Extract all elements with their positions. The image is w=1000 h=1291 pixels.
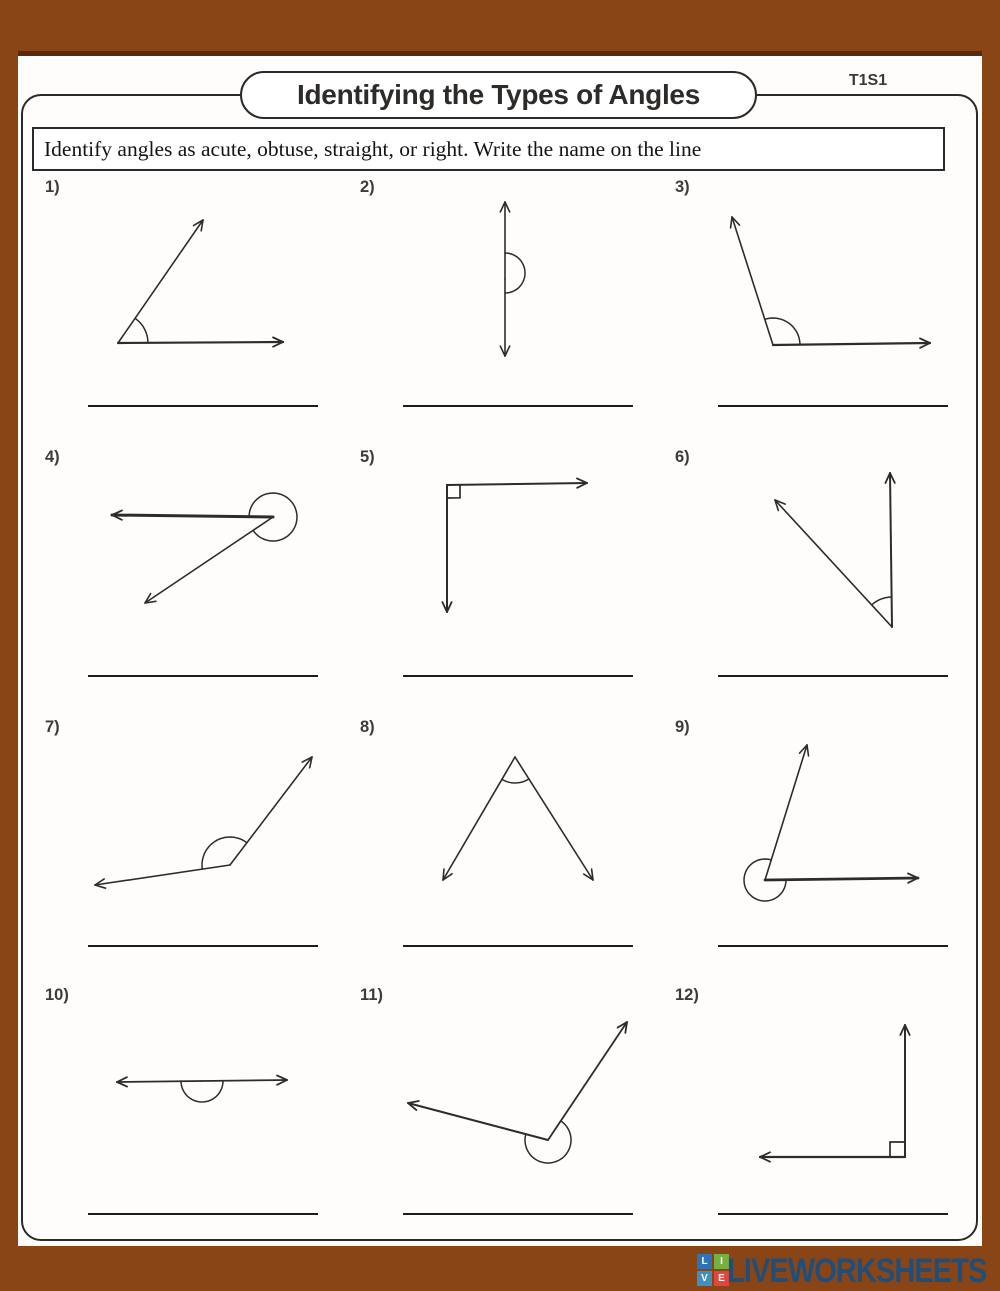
angle-figure-acute [30,172,335,400]
answer-line[interactable] [403,405,633,407]
problem-cell [345,172,650,430]
problem-number: 2) [360,178,375,196]
problem-number: 4) [45,448,60,466]
problem-cell [660,712,965,970]
page-title: Identifying the Types of Angles [297,79,700,110]
answer-line[interactable] [88,945,318,947]
problem-number: 7) [45,718,60,736]
problem-cell [660,172,965,430]
problem-number: 11) [360,986,383,1004]
angle-figure-obtuse [660,172,965,400]
logo-letter-e: E [714,1271,729,1286]
angle-figure-right [660,980,965,1208]
angle-figure-reflex [30,442,335,670]
answer-line[interactable] [403,675,633,677]
problem-number: 5) [360,448,375,466]
answer-line[interactable] [403,1213,633,1215]
answer-line[interactable] [88,1213,318,1215]
angle-figure-right [345,442,650,670]
logo-letter-i: I [714,1254,729,1269]
problem-cell [345,980,650,1238]
angle-figure-straight [30,980,335,1208]
problem-number: 12) [675,986,699,1004]
problem-cell [660,442,965,700]
answer-line[interactable] [88,405,318,407]
problem-cell [345,712,650,970]
worksheet-title-pill [240,71,757,119]
logo-letter-l: L [697,1254,712,1269]
answer-line[interactable] [88,675,318,677]
angle-figure-straight [345,172,650,400]
problem-cell [30,442,335,700]
problem-number: 9) [675,718,690,736]
problem-number: 6) [675,448,690,466]
logo-letter-v: V [697,1271,712,1286]
angle-figure-acute [660,442,965,670]
problem-cell [30,980,335,1238]
answer-line[interactable] [718,945,948,947]
problem-cell [660,980,965,1238]
answer-line[interactable] [718,675,948,677]
problem-number: 10) [45,986,69,1004]
problem-cell [30,172,335,430]
liveworksheets-brand-text: LIVEWORKSHEETS [727,1252,987,1290]
problem-number: 8) [360,718,375,736]
angle-figure-reflex [345,980,650,1208]
problem-number: 3) [675,178,690,196]
sheet-code-label: T1S1 [848,72,888,89]
angle-figure-acute [345,712,650,940]
answer-line[interactable] [718,1213,948,1215]
problem-cell [345,442,650,700]
problem-number: 1) [45,178,60,196]
liveworksheets-logo-icon [697,1254,729,1288]
instruction-text: Identify angles as acute, obtuse, straight, or right. Write the name on the line [32,127,945,171]
angle-figure-obtuse [30,712,335,940]
answer-line[interactable] [403,945,633,947]
problem-cell [30,712,335,970]
answer-line[interactable] [718,405,948,407]
angle-figure-reflex [660,712,965,940]
